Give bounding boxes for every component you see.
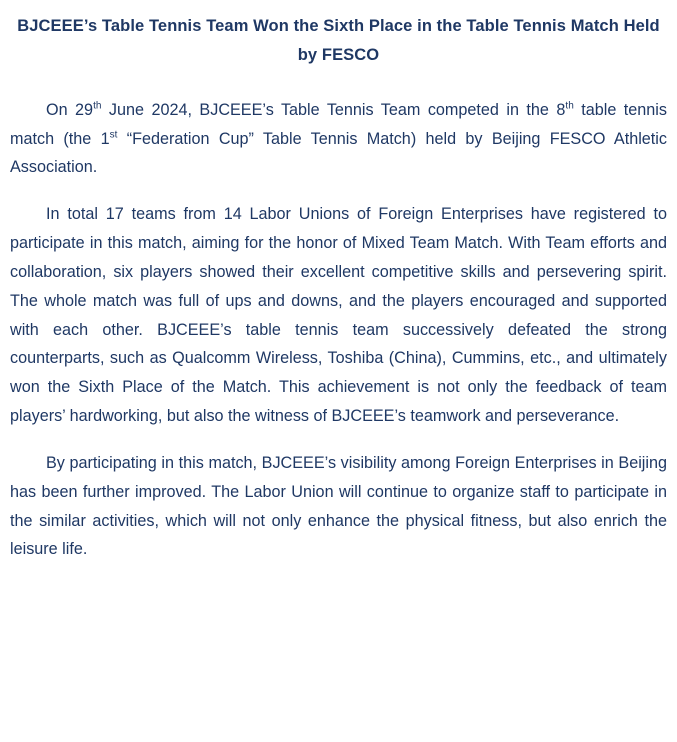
page-title xyxy=(14,12,663,70)
document-body xyxy=(10,96,667,564)
paragraph-1: On 29th June 2024, BJCEEE’s Table Tennis Team competed in the 8th table tennis match (the 1st “Federation Cup” Table Tennis Match) held by Beijing FESCO Athletic Association. xyxy=(10,100,667,177)
paragraph-2: In total 17 teams from 14 Labor Unions of Foreign Enterprises have registered to participate in this match, aiming for the honor of Mixed Team Match. With Team efforts and collaboration, six players showed their excellent competitive skills and persevering spirit. The whole match was full of ups and downs, and the players encouraged and supported with each other. BJCEEE’s table tennis team successively defeated the strong counterparts, such as Qualcomm Wireless, Toshiba (China), Cummins, etc., and ultimately won the Sixth Place of the Match. This achievement is not only the feedback of team players’ hardworking, but also the witness of BJCEEE’s teamwork and perseverance. xyxy=(10,205,667,426)
paragraph-3: By participating in this match, BJCEEE’s visibility among Foreign Enterprises in Beijing has been further improved. The Labor Union will continue to organize staff to participate in the similar activities, which will not only enhance the physical fitness, but also enrich the leisure life. xyxy=(10,453,667,559)
page-title-line-2: Held by FESCO xyxy=(297,17,660,64)
page-title-line-1: BJCEEE’s Table Tennis Team Won the Sixth Place in the Table Tennis Match xyxy=(17,17,619,35)
